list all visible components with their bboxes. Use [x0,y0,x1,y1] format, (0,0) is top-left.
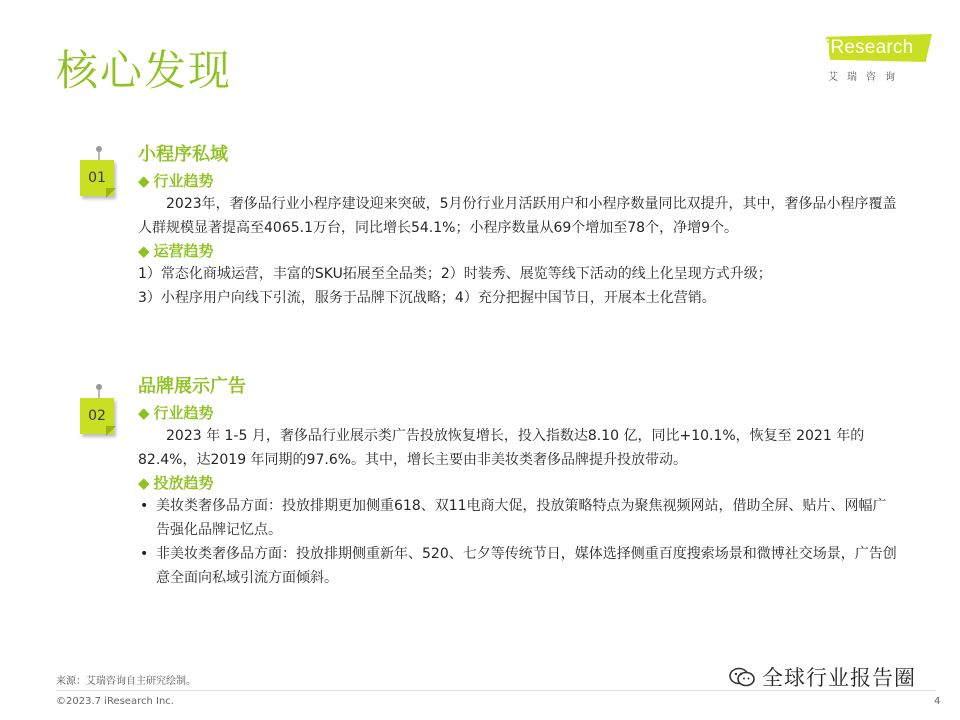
subsection-heading-text: 行业趋势 [153,404,214,422]
badge-fold [106,188,116,198]
section-badge-02 [80,384,120,444]
bullet-list [138,494,898,590]
subsection-heading [138,402,898,424]
badge-number: 02 [80,398,114,434]
section-mini-program [138,144,898,310]
diamond-icon: ◆ [138,242,150,260]
list-item-text: 美妆类奢侈品方面：投放排期更加侧重618、双11电商大促，投放策略特点为聚焦视频网站，借助全屏、贴片、网幅广告强化品牌记忆点。 [156,498,887,538]
list-item [138,494,898,542]
subsection-heading-text: 运营趋势 [153,242,214,260]
source-note: 来源：艾瑞咨询自主研究绘制。 [56,676,196,687]
subsection-heading [138,240,898,262]
pin-head [96,146,102,152]
badge-number: 01 [80,160,114,196]
subsection-heading [138,472,898,494]
bullet-icon: • [140,498,149,514]
section-title: 品牌展示广告 [138,376,246,397]
watermark [728,662,916,692]
section-title: 小程序私域 [138,144,228,165]
diamond-icon: ◆ [138,404,150,422]
watermark-text: 全球行业报告圈 [762,666,916,690]
list-item-text: 非美妆类奢侈品方面：投放排期侧重新年、520、七夕等传统节日，媒体选择侧重百度搜索场景和微博社交场景，广告创意全面向私域引流方面倾斜。 [156,546,897,586]
iresearch-logo [820,30,936,86]
paragraph: 2023 年 1-5 月，奢侈品行业展示类广告投放恢复增长，投入指数达8.10 亿，同比+10.1%，恢复至 2021 年的 82.4%，达2019 年同期的97.6%。其中，增长主要由非美妆类奢侈品牌提升投放带动。 [138,428,865,468]
section-display-ads [138,376,898,590]
logo-subtitle: 艾瑞咨询 [828,72,904,83]
logo-brand: iResearch [826,37,914,58]
text-line: 1）常态化商城运营，丰富的SKU拓展至全品类；2）时装秀、展览等线下活动的线上化呈现方式升级； [138,266,772,282]
diamond-icon: ◆ [138,474,150,492]
subsection-heading [138,170,898,192]
page-number: 4 [934,696,941,707]
bullet-icon: • [140,546,149,562]
pin-head [96,384,102,390]
copyright: ©2023.7 iResearch Inc. [56,696,174,707]
subsection-heading-text: 行业趋势 [153,172,214,190]
paragraph: 2023年，奢侈品行业小程序建设迎来突破，5月份行业月活跃用户和小程序数量同比双提升，其中，奢侈品小程序覆盖人群规模显著提高至4065.1万台，同比增长54.1%；小程序数量从69个增加至78个，净增9个。 [138,196,897,236]
section-badge-01 [80,146,120,206]
text-line: 3）小程序用户向线下引流，服务于品牌下沉战略；4）充分把握中国节日，开展本土化营销。 [138,290,716,306]
page-title: 核心发现 [56,46,233,95]
wechat-icon [728,666,756,688]
badge-fold [106,426,116,436]
list-item [138,542,898,590]
diamond-icon: ◆ [138,172,150,190]
subsection-heading-text: 投放趋势 [153,474,214,492]
